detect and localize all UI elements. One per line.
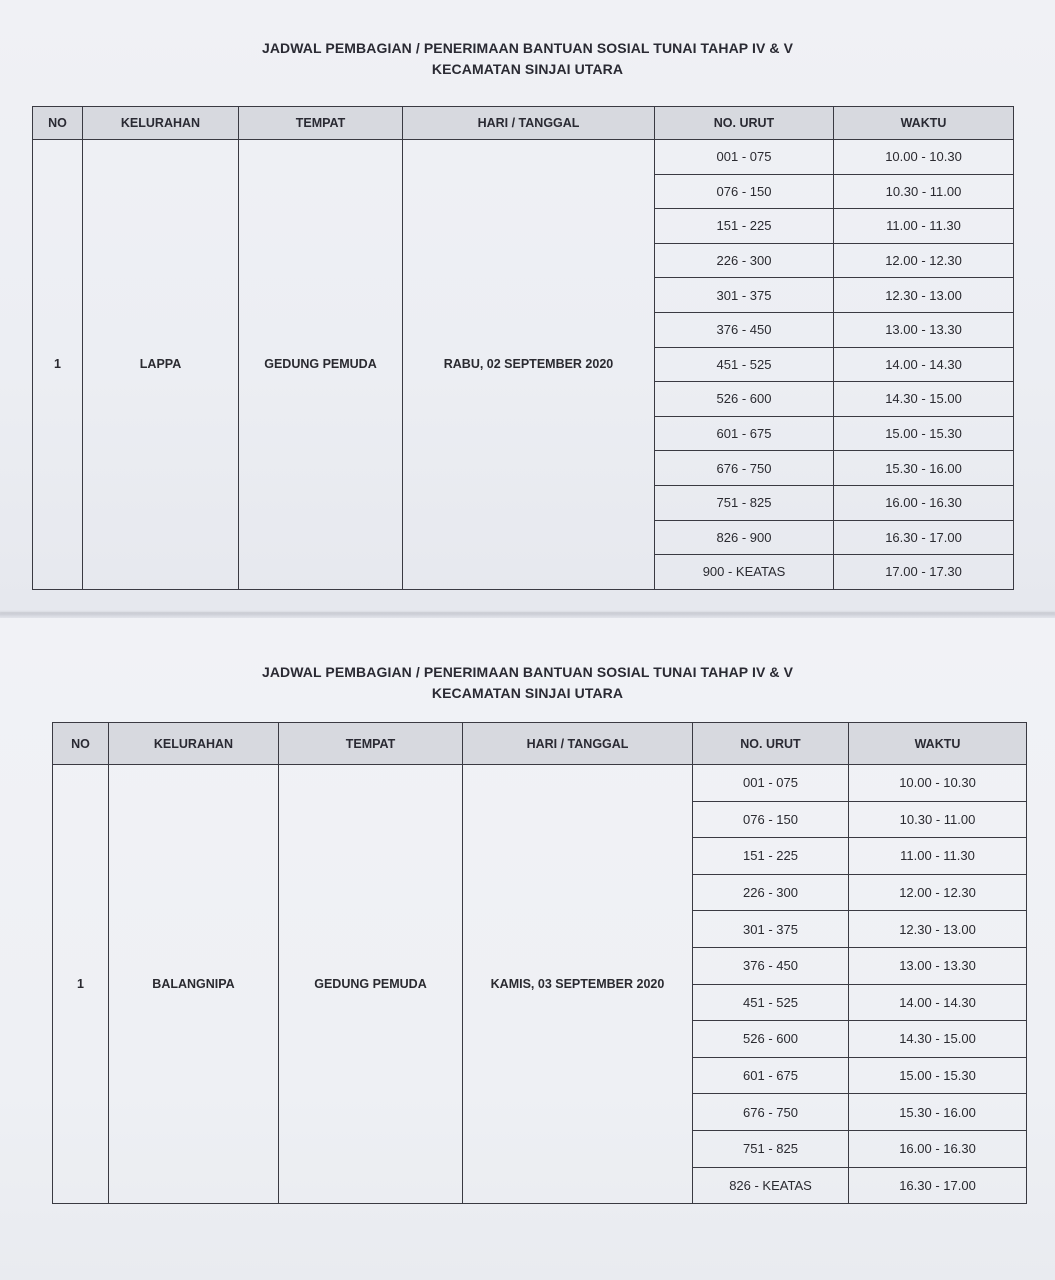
cell-no-urut: 451 - 525 bbox=[655, 347, 834, 382]
cell-no-urut: 451 - 525 bbox=[693, 984, 849, 1021]
table-body bbox=[33, 140, 1014, 590]
cell-tempat: GEDUNG PEMUDA bbox=[239, 140, 403, 590]
cell-no-urut: 751 - 825 bbox=[693, 1130, 849, 1167]
cell-no-urut: 226 - 300 bbox=[655, 243, 834, 278]
cell-no-urut: 900 - KEATAS bbox=[655, 555, 834, 590]
cell-waktu: 11.00 - 11.30 bbox=[849, 838, 1027, 875]
header-tempat: TEMPAT bbox=[239, 107, 403, 140]
cell-waktu: 12.00 - 12.30 bbox=[834, 243, 1014, 278]
table-header-row bbox=[53, 723, 1027, 765]
cell-waktu: 12.30 - 13.00 bbox=[834, 278, 1014, 313]
schedule-sheet-1 bbox=[0, 0, 1055, 612]
schedule-table bbox=[32, 106, 1014, 590]
cell-no-urut: 601 - 675 bbox=[655, 416, 834, 451]
cell-no-urut: 301 - 375 bbox=[655, 278, 834, 313]
header-tempat: TEMPAT bbox=[279, 723, 463, 765]
paper-fold bbox=[0, 610, 1055, 618]
cell-hari-tanggal: KAMIS, 03 SEPTEMBER 2020 bbox=[463, 765, 693, 1204]
schedule-table bbox=[52, 722, 1027, 1204]
cell-waktu: 16.30 - 17.00 bbox=[834, 520, 1014, 555]
cell-kelurahan: LAPPA bbox=[83, 140, 239, 590]
header-no: NO bbox=[33, 107, 83, 140]
cell-no: 1 bbox=[33, 140, 83, 590]
cell-no-urut: 751 - 825 bbox=[655, 485, 834, 520]
cell-waktu: 15.00 - 15.30 bbox=[834, 416, 1014, 451]
cell-no: 1 bbox=[53, 765, 109, 1204]
cell-hari-tanggal: RABU, 02 SEPTEMBER 2020 bbox=[403, 140, 655, 590]
header-hari-tanggal: HARI / TANGGAL bbox=[403, 107, 655, 140]
cell-waktu: 14.00 - 14.30 bbox=[834, 347, 1014, 382]
cell-waktu: 15.30 - 16.00 bbox=[849, 1094, 1027, 1131]
cell-no-urut: 826 - KEATAS bbox=[693, 1167, 849, 1204]
cell-no-urut: 001 - 075 bbox=[655, 140, 834, 175]
cell-no-urut: 601 - 675 bbox=[693, 1057, 849, 1094]
cell-waktu: 15.30 - 16.00 bbox=[834, 451, 1014, 486]
cell-no-urut: 076 - 150 bbox=[693, 801, 849, 838]
cell-no-urut: 826 - 900 bbox=[655, 520, 834, 555]
cell-no-urut: 076 - 150 bbox=[655, 174, 834, 209]
cell-waktu: 14.30 - 15.00 bbox=[849, 1021, 1027, 1058]
cell-no-urut: 376 - 450 bbox=[693, 947, 849, 984]
cell-no-urut: 226 - 300 bbox=[693, 874, 849, 911]
cell-no-urut: 676 - 750 bbox=[693, 1094, 849, 1131]
table-row bbox=[33, 140, 1014, 175]
cell-tempat: GEDUNG PEMUDA bbox=[279, 765, 463, 1204]
cell-waktu: 15.00 - 15.30 bbox=[849, 1057, 1027, 1094]
sheet-title: JADWAL PEMBAGIAN / PENERIMAAN BANTUAN SOSIAL TUNAI TAHAP IV & V bbox=[261, 664, 794, 680]
sheet-subtitle: KECAMATAN SINJAI UTARA bbox=[431, 685, 624, 701]
cell-waktu: 13.00 - 13.30 bbox=[834, 312, 1014, 347]
cell-waktu: 12.30 - 13.00 bbox=[849, 911, 1027, 948]
header-no-urut: NO. URUT bbox=[655, 107, 834, 140]
cell-no-urut: 151 - 225 bbox=[655, 209, 834, 244]
schedule-sheet-2 bbox=[0, 618, 1055, 1280]
cell-no-urut: 151 - 225 bbox=[693, 838, 849, 875]
cell-no-urut: 676 - 750 bbox=[655, 451, 834, 486]
cell-waktu: 10.00 - 10.30 bbox=[834, 140, 1014, 175]
cell-no-urut: 526 - 600 bbox=[693, 1021, 849, 1058]
header-waktu: WAKTU bbox=[834, 107, 1014, 140]
cell-waktu: 12.00 - 12.30 bbox=[849, 874, 1027, 911]
cell-kelurahan: BALANGNIPA bbox=[109, 765, 279, 1204]
cell-no-urut: 001 - 075 bbox=[693, 765, 849, 802]
cell-no-urut: 526 - 600 bbox=[655, 382, 834, 417]
cell-waktu: 10.30 - 11.00 bbox=[849, 801, 1027, 838]
cell-waktu: 16.30 - 17.00 bbox=[849, 1167, 1027, 1204]
header-no: NO bbox=[53, 723, 109, 765]
cell-waktu: 11.00 - 11.30 bbox=[834, 209, 1014, 244]
cell-waktu: 14.30 - 15.00 bbox=[834, 382, 1014, 417]
table-header-row bbox=[33, 107, 1014, 140]
header-no-urut: NO. URUT bbox=[693, 723, 849, 765]
header-waktu: WAKTU bbox=[849, 723, 1027, 765]
cell-waktu: 14.00 - 14.30 bbox=[849, 984, 1027, 1021]
header-hari-tanggal: HARI / TANGGAL bbox=[463, 723, 693, 765]
cell-no-urut: 301 - 375 bbox=[693, 911, 849, 948]
cell-waktu: 16.00 - 16.30 bbox=[834, 485, 1014, 520]
cell-no-urut: 376 - 450 bbox=[655, 312, 834, 347]
cell-waktu: 17.00 - 17.30 bbox=[834, 555, 1014, 590]
header-kelurahan: KELURAHAN bbox=[109, 723, 279, 765]
sheet-subtitle: KECAMATAN SINJAI UTARA bbox=[431, 61, 624, 77]
table-row bbox=[53, 765, 1027, 802]
cell-waktu: 10.00 - 10.30 bbox=[849, 765, 1027, 802]
cell-waktu: 13.00 - 13.30 bbox=[849, 947, 1027, 984]
sheet-title: JADWAL PEMBAGIAN / PENERIMAAN BANTUAN SOSIAL TUNAI TAHAP IV & V bbox=[261, 40, 794, 56]
cell-waktu: 16.00 - 16.30 bbox=[849, 1130, 1027, 1167]
table-body bbox=[53, 765, 1027, 1204]
header-kelurahan: KELURAHAN bbox=[83, 107, 239, 140]
cell-waktu: 10.30 - 11.00 bbox=[834, 174, 1014, 209]
